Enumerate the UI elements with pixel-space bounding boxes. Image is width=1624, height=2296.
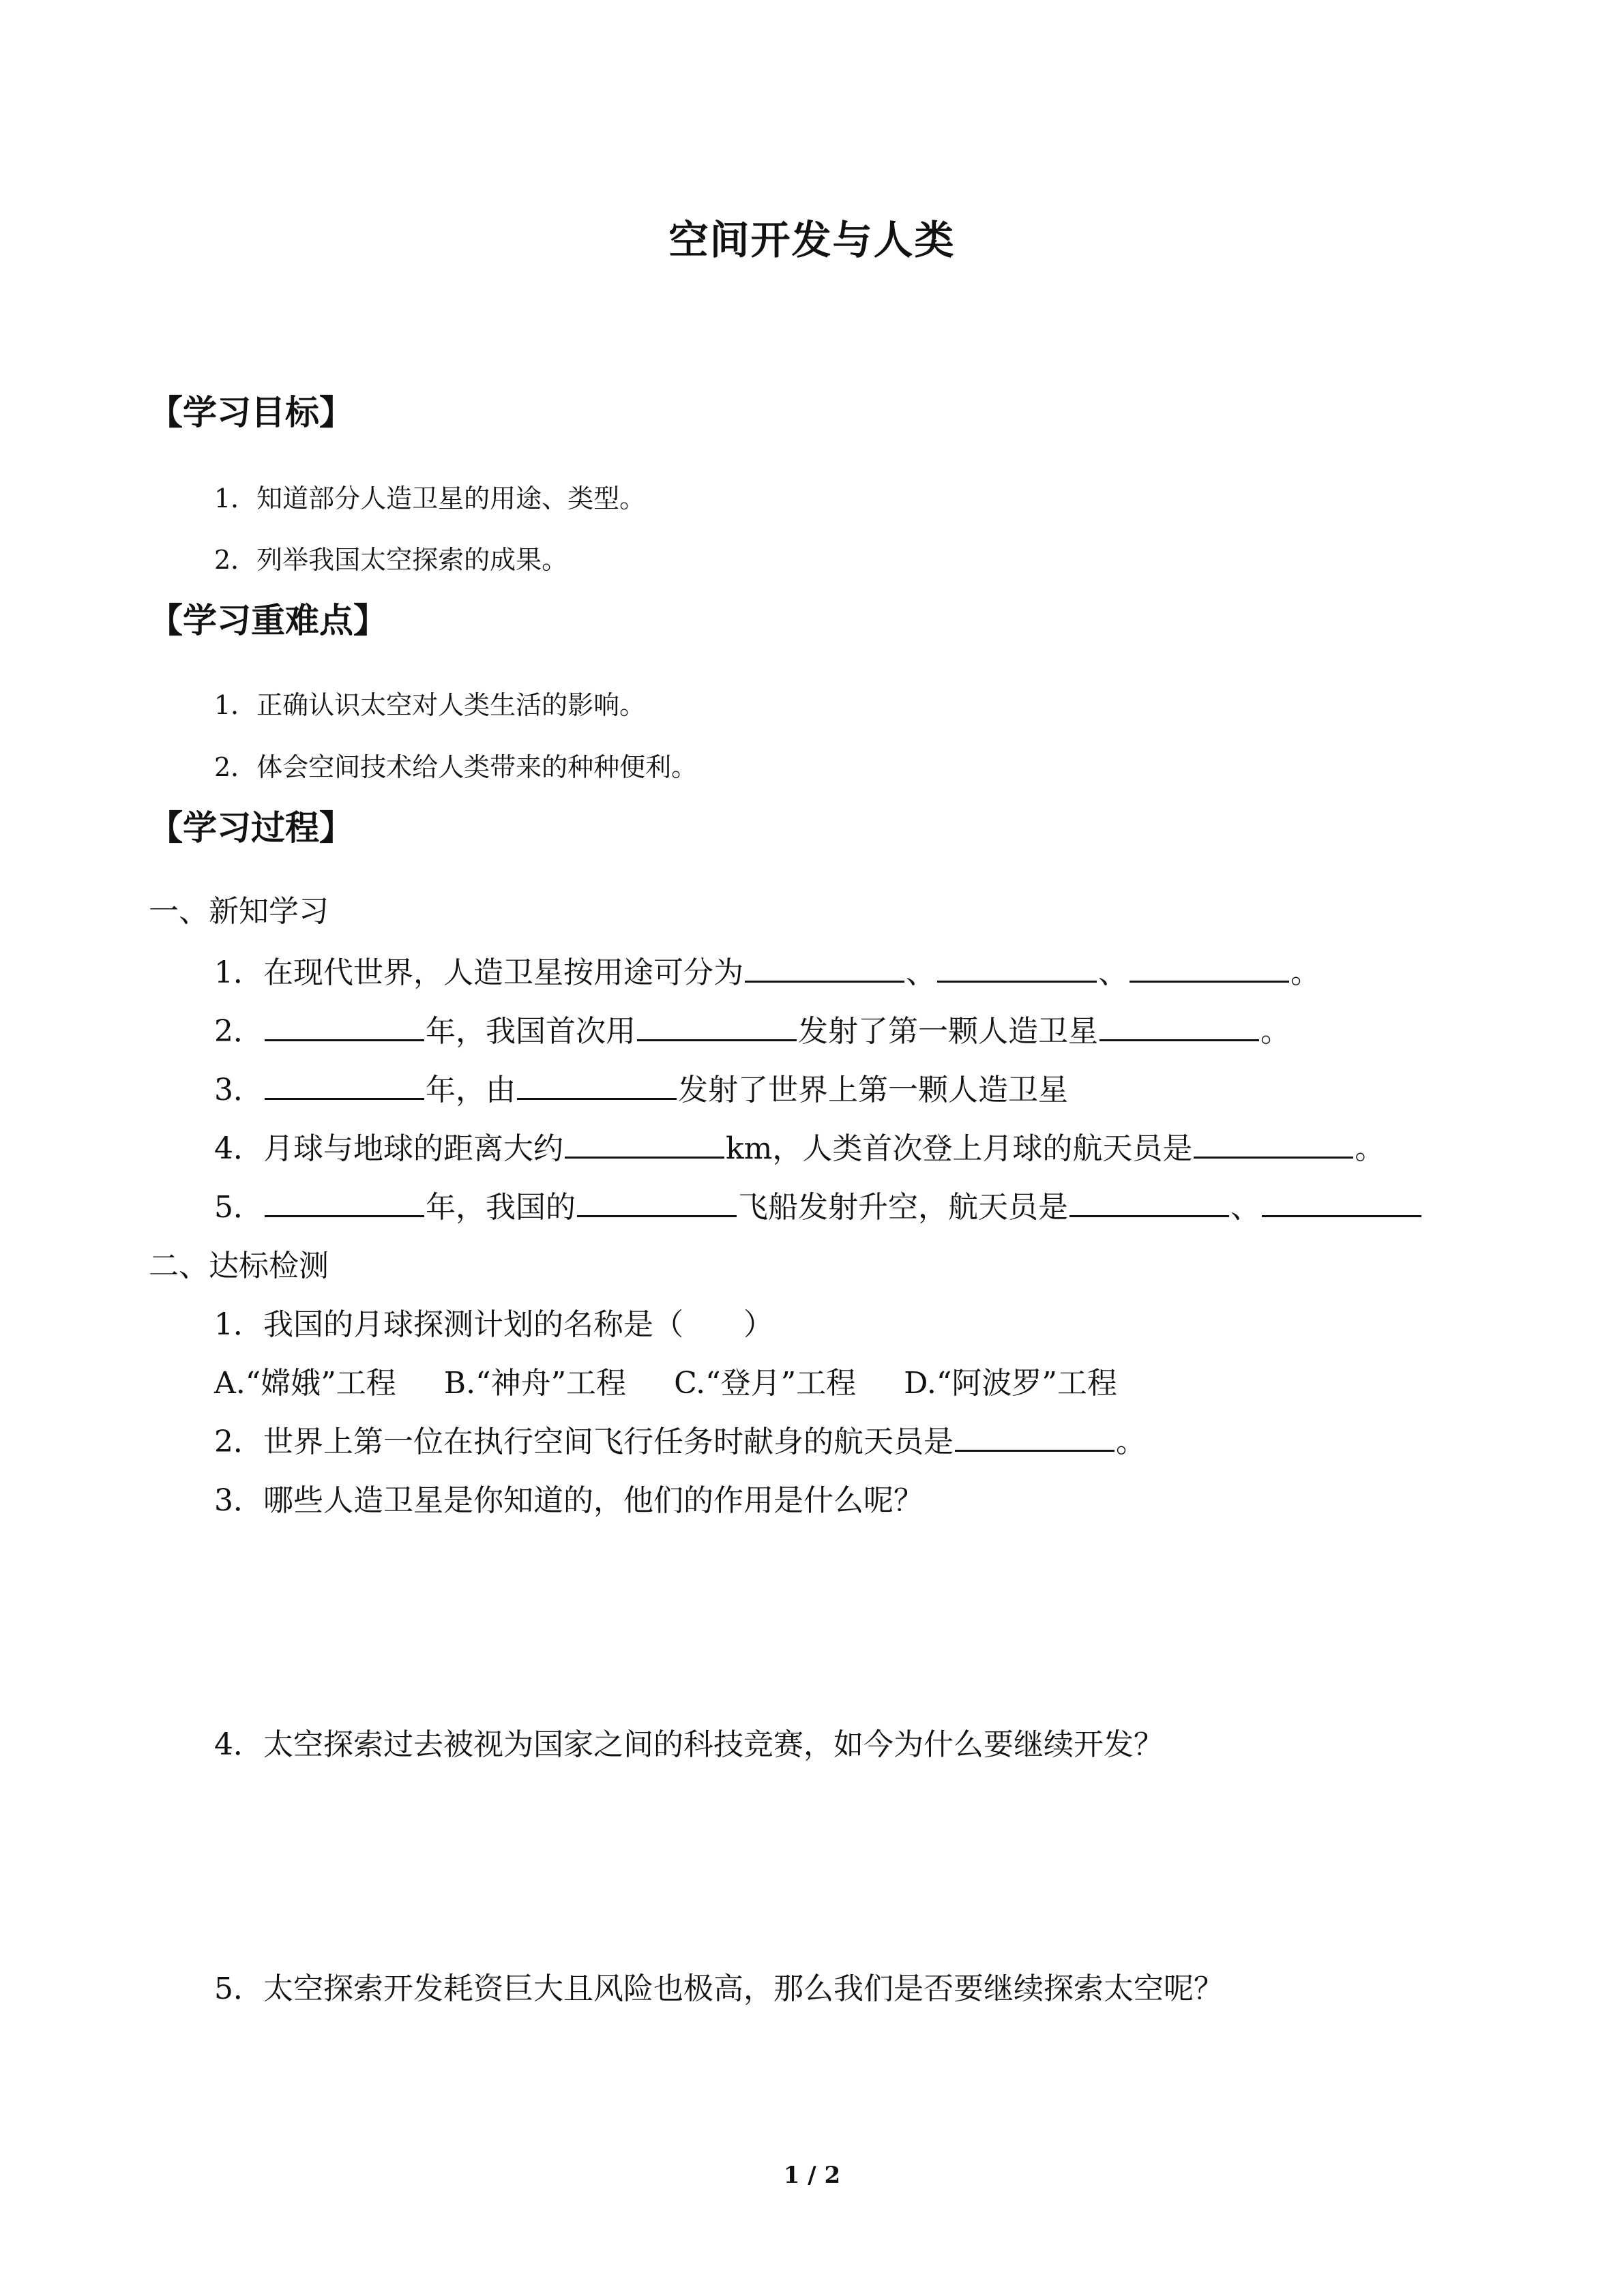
- fill-question-astronaut: [214, 1417, 1146, 1461]
- option-a[interactable]: A.“嫦娥”工程: [214, 1366, 396, 1401]
- question-text: 。: [1290, 955, 1320, 990]
- goal-item-1: 1．知道部分人造卫星的用途、类型。: [214, 483, 646, 513]
- fill-question-4: [214, 1124, 1385, 1167]
- option-c[interactable]: C.“登月”工程: [674, 1366, 857, 1401]
- question-text: 5．: [214, 1190, 263, 1225]
- section-heading-process: 【学习过程】: [149, 808, 353, 848]
- answer-area-3[interactable]: [214, 1527, 1442, 1705]
- goal-item-2: 2．列举我国太空探索的成果。: [214, 545, 568, 575]
- question-text: 年，我国首次用: [426, 1014, 636, 1049]
- answer-blank[interactable]: [1099, 1011, 1259, 1041]
- answer-blank[interactable]: [265, 1069, 424, 1100]
- answer-blank[interactable]: [265, 1011, 424, 1041]
- part-heading-new-knowledge: 一、新知学习: [149, 894, 329, 929]
- answer-blank[interactable]: [1069, 1187, 1229, 1217]
- open-question-3: 3．哪些人造卫星是你知道的，他们的作用是什么呢？: [214, 1483, 924, 1518]
- question-text: 、: [1098, 955, 1128, 990]
- option-d[interactable]: D.“阿波罗”工程: [904, 1366, 1117, 1401]
- answer-blank[interactable]: [955, 1421, 1114, 1452]
- fill-question-1: [214, 948, 1320, 992]
- option-b[interactable]: B.“神舟”工程: [443, 1366, 627, 1401]
- question-text: 、: [906, 955, 936, 990]
- choice-options: [214, 1358, 1165, 1402]
- question-text: 。: [1260, 1014, 1290, 1049]
- open-question-4: 4．太空探索过去被视为国家之间的科技竞赛，如今为什么要继续开发？: [214, 1727, 1164, 1762]
- part-heading-assessment: 二、达标检测: [149, 1249, 329, 1283]
- section-heading-goals: 【学习目标】: [149, 393, 353, 432]
- question-text: 2．世界上第一位在执行空间飞行任务时献身的航天员是: [214, 1425, 954, 1459]
- question-text: 年，我国的: [426, 1190, 576, 1225]
- question-text: 3．: [214, 1073, 263, 1107]
- choice-question-1: 1．我国的月球探测计划的名称是（ ）: [214, 1307, 773, 1342]
- open-question-5: 5．太空探索开发耗资巨大且风险也极高，那么我们是否要继续探索太空呢？: [214, 1971, 1224, 2006]
- answer-blank[interactable]: [637, 1011, 797, 1041]
- answer-blank[interactable]: [1262, 1187, 1421, 1217]
- question-text: 。: [1116, 1425, 1146, 1459]
- answer-blank[interactable]: [745, 952, 904, 983]
- answer-blank[interactable]: [1194, 1128, 1353, 1159]
- answer-blank[interactable]: [577, 1187, 737, 1217]
- question-text: 、: [1230, 1190, 1260, 1225]
- answer-blank[interactable]: [565, 1128, 724, 1159]
- question-text: 飞船发射升空，航天员是: [738, 1190, 1068, 1225]
- question-text: 年，由: [426, 1073, 516, 1107]
- page-number: 1 / 2: [783, 2162, 841, 2189]
- question-text: 。: [1355, 1131, 1385, 1166]
- question-text: 4．月球与地球的距离大约: [214, 1131, 563, 1166]
- question-text: 2．: [214, 1014, 263, 1049]
- question-text: 发射了第一颗人造卫星: [798, 1014, 1098, 1049]
- answer-blank[interactable]: [1130, 952, 1289, 983]
- question-text: 发射了世界上第一颗人造卫星: [678, 1073, 1068, 1107]
- page-title: 空间开发与人类: [668, 217, 956, 263]
- answer-area-4[interactable]: [214, 1773, 1442, 1950]
- key-point-item-1: 1．正确认识太空对人类生活的影响。: [214, 690, 646, 720]
- answer-blank[interactable]: [937, 952, 1097, 983]
- answer-blank[interactable]: [517, 1069, 677, 1100]
- section-heading-key-points: 【学习重难点】: [149, 601, 387, 640]
- fill-question-5: [214, 1182, 1423, 1226]
- fill-question-3: [214, 1065, 1068, 1109]
- fill-question-2: [214, 1007, 1290, 1050]
- question-text: 1．在现代世界，人造卫星按用途可分为: [214, 955, 743, 990]
- answer-area-5[interactable]: [214, 2017, 1442, 2140]
- question-text: km，人类首次登上月球的航天员是: [726, 1131, 1193, 1166]
- answer-blank[interactable]: [265, 1187, 424, 1217]
- key-point-item-2: 2．体会空间技术给人类带来的种种便利。: [214, 752, 698, 782]
